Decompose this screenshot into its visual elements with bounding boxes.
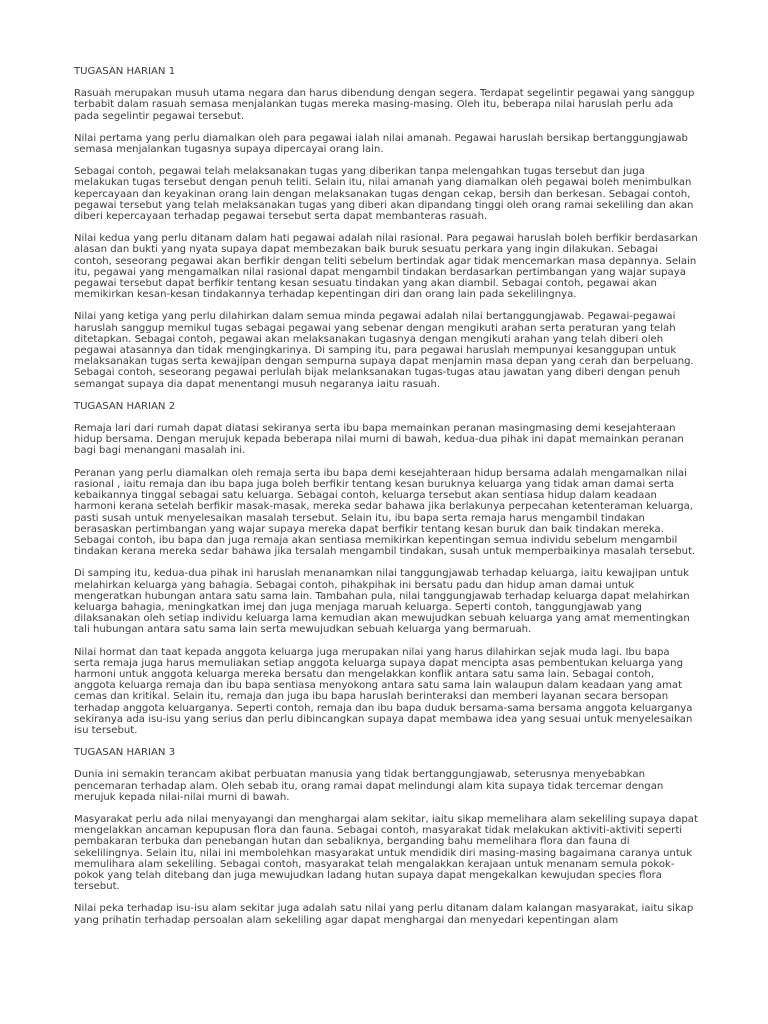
- paragraph: Dunia ini semakin terancam akibat perbuatan manusia yang tidak bertanggungjawab, seterusnya menyebabkan pencemaran terhadap alam. Oleh sebab itu, orang ramai dapat melindungi alam kita supaya tidak tercemar dengan merujuk kepada nilai-nilai murni di bawah.: [74, 769, 664, 803]
- section-heading: TUGASAN HARIAN 3: [74, 747, 176, 759]
- paragraph: Di samping itu, kedua-dua pihak ini haruslah menanamkan nilai tanggungjawab terhadap keluarga, iaitu kewajipan untuk melahirkan keluarga yang bahagia. Sebagai contoh, pihakpihak ini bersatu padu dan hidup aman damai untuk mengeratkan hubungan antara satu sama lain. Tambahan pula, nilai tanggungjawab terhadap keluarga dapat melahirkan keluarga bahagia, meningkatkan imej dan juga menjaga maruah keluarga. Seperti contoh, tanggungjawab yang dilaksanakan oleh setiap individu keluarga lama kemudian akan mewujudkan sebuah keluarga yang amat mementingkan tali hubungan antara satu sama lain serta mewujudkan sebuah keluarga yang bermaruah.: [74, 568, 690, 636]
- paragraph: Nilai pertama yang perlu diamalkan oleh para pegawai ialah nilai amanah. Pegawai haruslah bersikap bertanggungjawab semasa menjalankan tugasnya supaya dipercayai orang lain.: [74, 132, 688, 156]
- document-page: [74, 66, 698, 937]
- paragraph: Peranan yang perlu diamalkan oleh remaja serta ibu bapa demi kesejahteraan hidup bersama adalah mengamalkan nilai rasional , iaitu remaja dan ibu bapa juga boleh berfikir tentang kesan buruknya keluarga yang tidak aman damai serta kebaikannya tinggal sebagai satu keluarga. Sebagai contoh, keluarga tersebut akan sentiasa hidup dalam keadaan harmoni kerana setelah berfikir masak-masak, mereka sedar bahawa jika berlakunya perpecahan ketenteraman keluarga, pasti susah untuk menyelesaikan masalah tersebut. Selain itu, ibu bapa serta remaja harus mengambil tindakan berasaskan pertimbangan yang wajar supaya mereka dapat berfikir tentang kesan buruk dan baik tindakan mereka. Sebagai contoh, ibu bapa dan juga remaja akan sentiasa memikirkan kepentingan semua individu sebelum mengambil tindakan kerana mereka sedar bahawa jika tersalah mengambil tindakan, susah untuk memperbaikinya masalah tersebut.: [74, 467, 696, 558]
- paragraph: Nilai hormat dan taat kepada anggota keluarga juga merupakan nilai yang harus dilahirkan sejak muda lagi. Ibu bapa serta remaja juga harus memuliakan setiap anggota keluarga supaya dapat mencipta asas pembentukan keluarga yang harmoni untuk anggota keluarga mereka bersatu dan mengelakkan konflik antara satu sama lain. Sebagai contoh, anggota keluarga remaja dan ibu bapa sentiasa menyokong antara satu sama lain walaupun dalam keadaan yang amat cemas dan kritikal. Selain itu, remaja dan juga ibu bapa haruslah berinteraksi dan memberi layanan secara bersopan terhadap anggota keluarganya. Seperti contoh, remaja dan ibu bapa duduk bersama-sama bersama anggota keluarganya sekiranya ada isu-isu yang serius dan perlu dibincangkan supaya dapat membawa idea yang sesuai untuk menyelesaikan isu tersebut.: [74, 646, 693, 736]
- paragraph: Masyarakat perlu ada nilai menyayangi dan menghargai alam sekitar, iaitu sikap memelihara alam sekeliling supaya dapat mengelakkan ancaman kepupusan flora dan fauna. Sebagai contoh, masyarakat tidak melakukan aktiviti-aktiviti seperti pembakaran terbuka dan penebangan hutan dan sebaliknya, berganding bahu memelihara flora dan fauna di sekelilingnya. Selain itu, nilai ini membolehkan masyarakat untuk mendidik diri masing-masing bagaimana caranya untuk memulihara alam sekeliling. Sebagai contoh, masyarakat telah mengalakkan kerajaan untuk menanam semula pokok-pokok yang telah ditebang dan juga mewujudkan ladang hutan supaya dapat mengekalkan kewujudan species flora tersebut.: [74, 813, 698, 893]
- paragraph: Nilai kedua yang perlu ditanam dalam hati pegawai adalah nilai rasional. Para pegawai haruslah boleh berfikir berdasarkan alasan dan bukti yang nyata supaya dapat membezakan baik buruk sesuatu perkara yang ingin dilakukan. Sebagai contoh, seseorang pegawai akan berfikir dengan teliti sebelum bertindak agar tidak mencemarkan masa depannya. Selain itu, pegawai yang mengamalkan nilai rasional dapat mengambil tindakan berdasarkan pertimbangan yang wajar supaya pegawai tersebut dapat berfikir tentang kesan sesuatu tindakan yang akan diambil. Sebagai contoh, pegawai akan memikirkan kesan-kesan tindakannya terhadap kepentingan diri dan orang lain pada sekelilingnya.: [74, 233, 698, 301]
- paragraph: Nilai peka terhadap isu-isu alam sekitar juga adalah satu nilai yang perlu ditanam dalam kalangan masyarakat, iaitu sikap yang prihatin terhadap persoalan alam sekeliling agar dapat menghargai dan menyedari kepentingan alam: [74, 903, 694, 926]
- section-heading: TUGASAN HARIAN 1: [74, 66, 176, 77]
- paragraph: Rasuah merupakan musuh utama negara dan harus dibendung dengan segera. Terdapat segelintir pegawai yang sanggup terbabit dalam rasuah semasa menjalankan tugas mereka masing-masing. Oleh itu, beberapa nilai haruslah perlu ada pada segelintir pegawai tersebut.: [74, 88, 695, 122]
- section-3: [74, 747, 698, 926]
- paragraph: Nilai yang ketiga yang perlu dilahirkan dalam semua minda pegawai adalah nilai bertanggungjawab. Pegawai-pegawai haruslah sanggup memikul tugas sebagai pegawai yang sebenar dengan mengikuti arahan serta peraturan yang telah ditetapkan. Sebagai contoh, pegawai akan melaksanakan tugasnya dengan mengikuti arahan yang telah diberi oleh pegawai atasannya dan tidak mengingkarinya. Di samping itu, para pegawai haruslah mempunyai kesanggupan untuk melaksanakan tugas serta kewajipan dengan sempurna supaya dapat menjamin masa depan yang cerah dan berpeluang. Sebagai contoh, seseorang pegawai perlulah bijak melanksanakan tugas-tugas atau jawatan yang diberi dengan penuh semangat supaya dia dapat menentangi musuh negaranya iaitu rasuah.: [74, 311, 694, 390]
- section-2: [74, 401, 698, 736]
- paragraph: Remaja lari dari rumah dapat diatasi sekiranya serta ibu bapa memainkan peranan masingmasing demi kesejahteraan hidup bersama. Dengan merujuk kepada beberapa nilai murni di bawah, kedua-dua pihak ini dapat memainkan peranan bagi bagi menangani masalah ini.: [74, 423, 684, 457]
- section-heading: TUGASAN HARIAN 2: [74, 400, 176, 412]
- paragraph: Sebagai contoh, pegawai telah melaksanakan tugas yang diberikan tanpa melengahkan tugas tersebut dan juga melakukan tugas tersebut dengan penuh teliti. Selain itu, nilai amanah yang diamalkan oleh pegawai boleh menimbulkan kepercayaan dan keyakinan orang lain dengan melaksanakan tugas dengan cekap, bersih dan berkesan. Sebagai contoh, pegawai tersebut yang telah melaksanakan tugas yang diberi akan dipandang tinggi oleh orang ramai sekeliling dan akan diberi kepercayaan terhadap pegawai tersebut serta dapat membanteras rasuah.: [74, 166, 694, 223]
- section-1: [74, 66, 698, 390]
